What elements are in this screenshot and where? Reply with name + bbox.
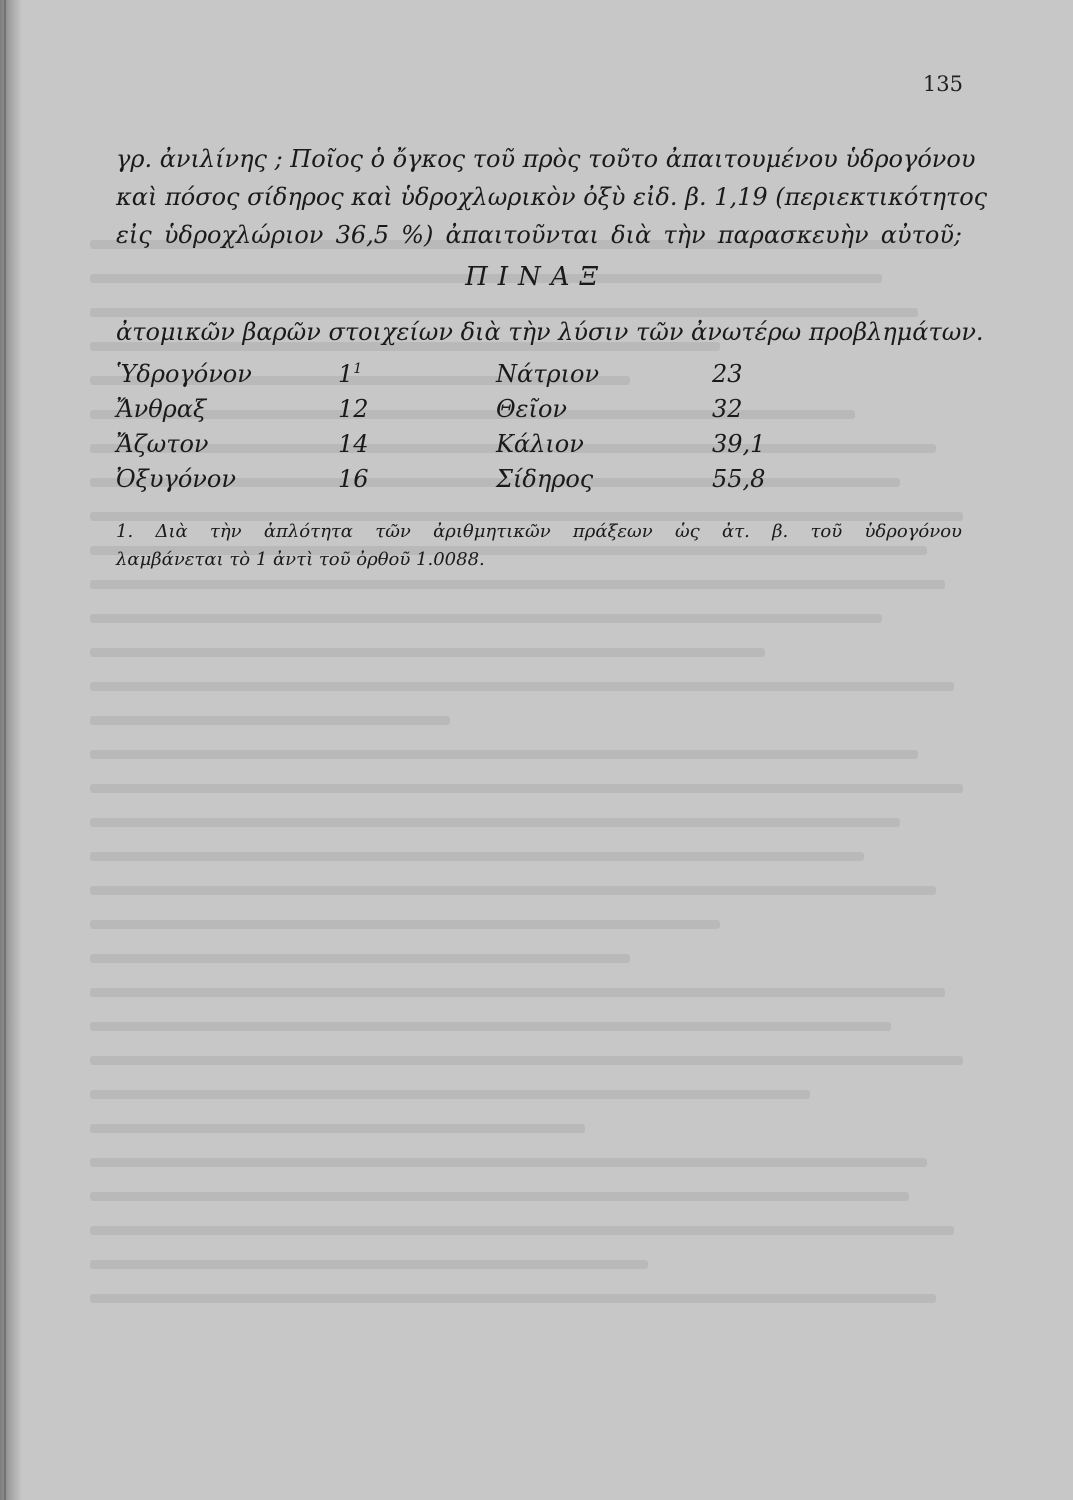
element-name: Ἄζωτον [116,430,209,458]
text-line: καὶ πόσος σίδηρος καὶ ὑδροχλωρικὸν ὀξὺ εἰδ. β. 1,19 (περιεκτικότητος [116,183,988,211]
problem-text [116,140,988,254]
element-name: Ὀξυγόνον [116,465,236,493]
text-line: εἰς ὑδροχλώριον 36,5 %) ἀπαιτοῦνται διὰ τὴν παρασκευὴν αὐτοῦ; [116,221,962,249]
table-title: ΠΙΝΑΞ [465,262,608,292]
element-name: Νάτριον [496,360,600,388]
element-weight: 1$^1$ [338,360,363,388]
page-edge-line [4,0,6,1500]
atomic-weights-table [116,360,816,500]
table-caption: ἀτομικῶν βαρῶν στοιχείων διὰ τὴν λύσιν τῶν ἀνωτέρω προβλημάτων. [116,318,984,346]
element-weight: 16 [338,465,369,493]
element-name: Κάλιον [496,430,584,458]
element-name: Θεῖον [496,395,568,423]
text-line: γρ. ἀνιλίνης ; Ποῖος ὁ ὄγκος τοῦ πρὸς τοῦτο ἀπαιτουμένου ὑδρογόνου [116,145,976,173]
element-name: Σίδηρος [496,465,594,493]
footnote-line: 1. Διὰ τὴν ἁπλότητα τῶν ἀριθμητικῶν πράξεων ὡς ἀτ. β. τοῦ ὑδρογόνου [116,521,962,542]
footnote [116,518,962,574]
element-name: Ἄνθραξ [116,395,207,423]
table-row [116,360,816,395]
table-row [116,465,816,500]
table-row [116,430,816,465]
element-weight: 23 [712,360,743,388]
table-row [116,395,816,430]
element-name: Ὑδρογόνον [116,360,252,388]
footnote-line: λαμβάνεται τὸ 1 ἀντὶ τοῦ ὀρθοῦ 1.0088. [116,549,485,570]
element-weight: 14 [338,430,369,458]
element-weight: 12 [338,395,369,423]
element-weight: 39,1 [712,430,766,458]
element-weight: 55,8 [712,465,766,493]
footnote-marker: 1 [353,361,363,377]
element-weight: 32 [712,395,743,423]
page-number: 135 [922,72,963,96]
